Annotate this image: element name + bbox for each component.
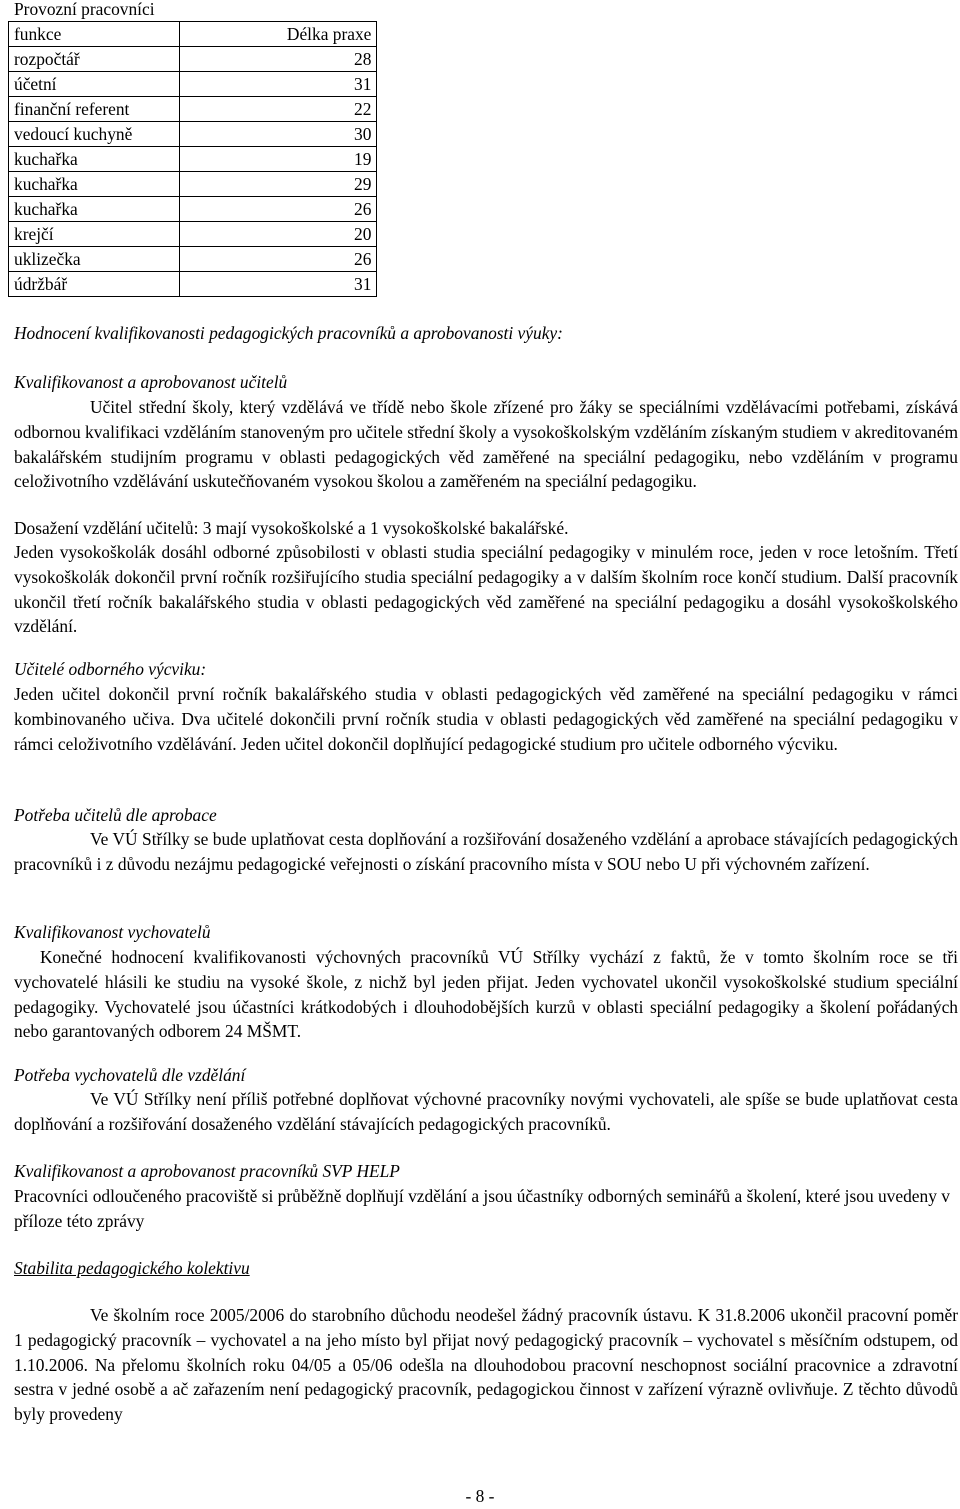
need-educators-heading: Potřeba vychovatelů dle vzdělání	[14, 1065, 246, 1085]
table-row	[9, 47, 377, 72]
teachers-heading: Kvalifikovanost a aprobovanost učitelů	[14, 372, 288, 392]
stability-heading: Stabilita pedagogického kolektivu	[14, 1258, 250, 1278]
need-teachers-heading: Potřeba učitelů dle aprobace	[14, 805, 217, 825]
table-cell-experience: 19	[180, 147, 377, 172]
table-row	[9, 272, 377, 297]
svp-paragraph: Pracovníci odloučeného pracoviště si průběžně doplňují vzdělání a jsou účastníky odborných seminářů a školení, které jsou uvedeny v příloze této zprávy	[14, 1186, 950, 1231]
table-row	[9, 147, 377, 172]
table-cell-experience: 31	[180, 72, 377, 97]
table-cell-function: vedoucí kuchyně	[9, 122, 180, 147]
stability-paragraph: Ve školním roce 2005/2006 do starobního důchodu neodešel žádný pracovník ústavu. K 31.8.2006 ukončil pracovní poměr 1 pedagogický pracovník – vychovatel a na jeho místo byl přijat nový pedagogický pracovník – vychovatel s měsíčním odstupem, od 1.10.2006. Na přelomu školních roku 04/05 a 05/06 odešla na dlouhodobou pracovní neschopnost sociální pracovnice a zdravotní sestra v jedné osobě a ač zařazením není pedagogický pracovník, pedagogickou činnost v zařízení výrazně ovlivňuje. Z těchto důvodů byly provedeny	[14, 1305, 958, 1425]
vocational-heading: Učitelé odborného výcviku:	[14, 659, 207, 679]
teachers-paragraph: Učitel střední školy, který vzdělává ve třídě nebo škole zřízené pro žáky se speciálními vzdělávacími potřebami, získává odbornou kvalifikaci vzděláním stanoveným pro učitele střední školy a vysokoškolským vzděláním získaným studiem v akreditovaném bakalářském studijním programu v oblasti pedagogických věd zaměřené na speciální pedagogiku, nebo vzděláním v programu celoživotního vzdělávání uskutečňovaném vysokou školou a zaměřeném na speciální pedagogiku.	[14, 397, 958, 492]
table-row	[9, 197, 377, 222]
table-cell-experience: 29	[180, 172, 377, 197]
table-cell-function: uklizečka	[9, 247, 180, 272]
staff-table	[8, 21, 377, 297]
teachers-progress-paragraph: Jeden vysokoškolák dosáhl odborné způsobilosti v oblasti studia speciální pedagogiky v minulém roce, jeden v roce letošním. Třetí vysokoškolák dokončil první ročník rozšiřujícího studia speciální pedagogiky a v dalším školním roce končí studium. Další pracovník ukončil třetí ročník bakalářského studia v oblasti pedagogických věd zaměřené na speciální pedagogiku a dosáhl vysokoškolského vzdělání.	[14, 542, 958, 637]
header-cell-experience: Délka praxe	[180, 22, 377, 47]
need-teachers-paragraph: Ve VÚ Střílky se bude uplatňovat cesta doplňování a rozšiřování dosaženého vzdělání a aprobace stávajících pedagogických pracovníků i z důvodu nezájmu pedagogické veřejnosti o získání pracovního místa v SOU nebo U při výchovném zařízení.	[14, 829, 958, 874]
table-row	[9, 122, 377, 147]
svp-heading: Kvalifikovanost a aprobovanost pracovníků SVP HELP	[14, 1161, 400, 1181]
educators-heading: Kvalifikovanost vychovatelů	[14, 922, 211, 942]
table-row	[9, 97, 377, 122]
table-cell-function: účetní	[9, 72, 180, 97]
table-cell-function: finanční referent	[9, 97, 180, 122]
table-caption: Provozní pracovníci	[14, 0, 155, 19]
table-cell-function: krejčí	[9, 222, 180, 247]
need-educators-paragraph: Ve VÚ Střílky není příliš potřebné doplňovat výchovné pracovníky novými vychovateli, ale spíše se bude uplatňovat cesta doplňování a rozšiřování dosaženého vzdělání stávajících pedagogických pracovníků.	[14, 1089, 958, 1134]
table-cell-experience: 31	[180, 272, 377, 297]
table-cell-function: kuchařka	[9, 172, 180, 197]
table-row	[9, 172, 377, 197]
table-row	[9, 247, 377, 272]
page-number: - 8 -	[465, 1486, 495, 1506]
educators-paragraph: Konečné hodnocení kvalifikovanosti výchovných pracovníků VÚ Střílky vychází z faktů, že v tomto školním roce se tři vychovatelé hlásili ke studiu na vysoké škole, z nichž byl jeden přijat. Jeden vychovatel ukončil vysokoškolské studium speciální pedagogiky. Vychovatelé jsou účastníci krátkodobých i dlouhodobějších kurzů v oblasti speciální pedagogiky a školení pořádaných nebo garantovaných odborem 24 MŠMT.	[14, 947, 958, 1042]
table-cell-function: kuchařka	[9, 147, 180, 172]
table-cell-experience: 22	[180, 97, 377, 122]
table-cell-experience: 26	[180, 247, 377, 272]
table-cell-experience: 28	[180, 47, 377, 72]
table-row	[9, 72, 377, 97]
table-cell-experience: 20	[180, 222, 377, 247]
table-cell-experience: 30	[180, 122, 377, 147]
table-row	[9, 222, 377, 247]
teachers-education-paragraph: Dosažení vzdělání učitelů: 3 mají vysokoškolské a 1 vysokoškolské bakalářské.	[14, 518, 569, 538]
table-header-row	[9, 22, 377, 47]
table-cell-function: údržbář	[9, 272, 180, 297]
vocational-paragraph: Jeden učitel dokončil první ročník bakalářského studia v oblasti pedagogických věd zaměřené na speciální pedagogiku v rámci kombinovaného učiva. Dva učitelé dokončili první ročník studia v oblasti pedagogických věd zaměřené na speciální pedagogiku v rámci celoživotního vzdělávání. Jeden učitel dokončil doplňující pedagogické studium pro učitele odborného výcviku.	[14, 684, 958, 754]
header-cell-function: funkce	[9, 22, 180, 47]
table-cell-function: rozpočtář	[9, 47, 180, 72]
evaluation-heading: Hodnocení kvalifikovanosti pedagogických pracovníků a aprobovanosti výuky:	[14, 323, 563, 343]
table-cell-function: kuchařka	[9, 197, 180, 222]
table-cell-experience: 26	[180, 197, 377, 222]
